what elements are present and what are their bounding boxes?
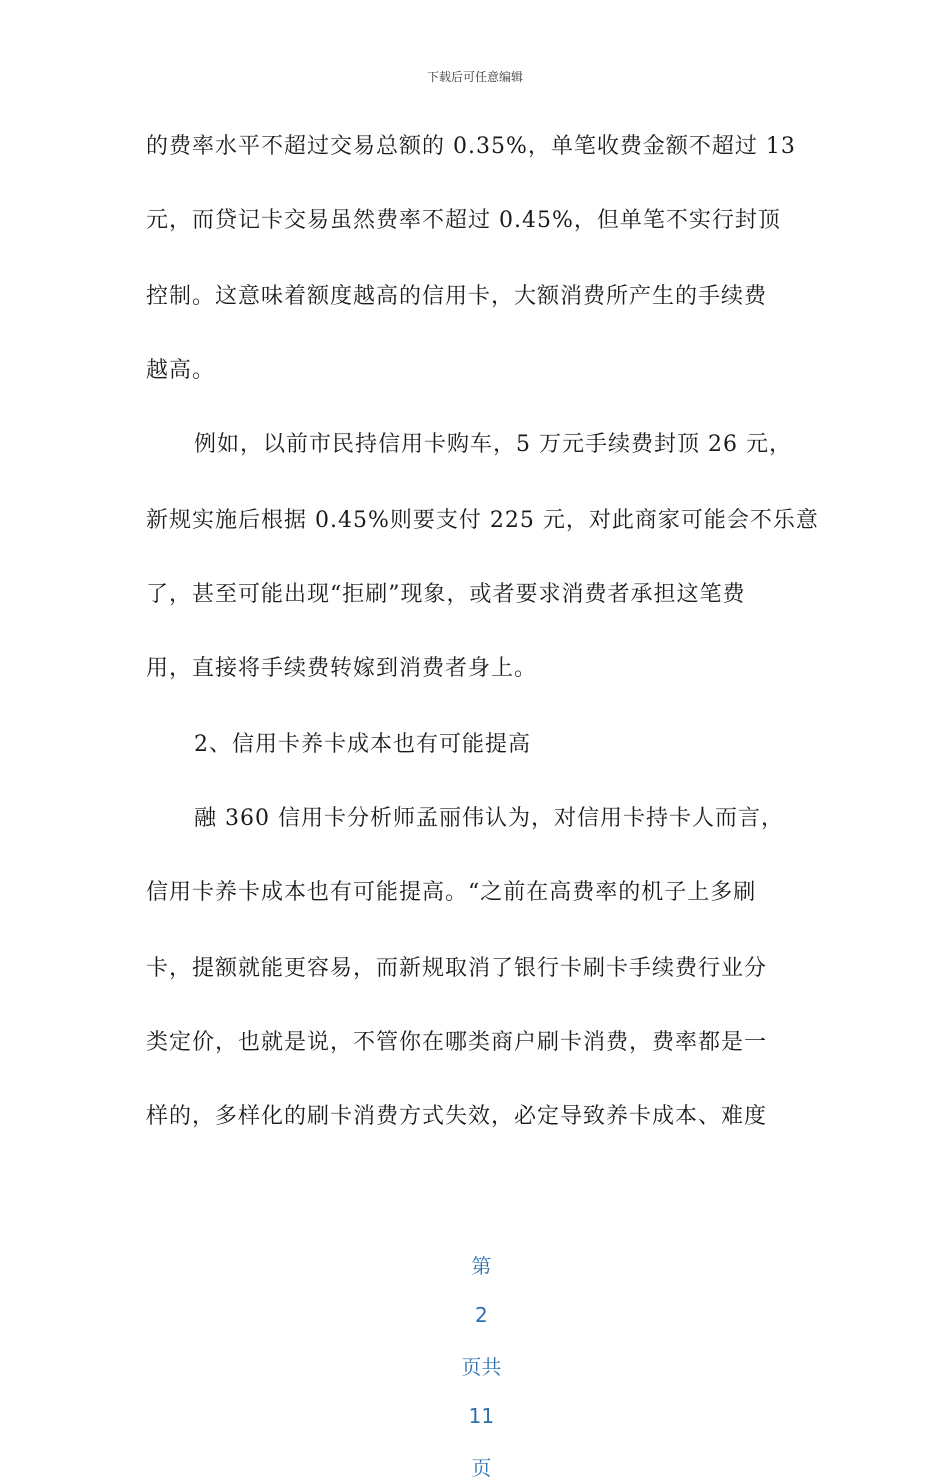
current-page-number: 2 bbox=[474, 1303, 488, 1327]
text-line: 用，直接将手续费转嫁到消费者身上。 bbox=[146, 656, 538, 681]
text-line: 卡，提额就能更容易，而新规取消了银行卡刷卡手续费行业分 bbox=[146, 956, 768, 981]
footer-prefix: 第 bbox=[471, 1254, 492, 1278]
header-text: 下载后可任意编辑 bbox=[426, 70, 523, 84]
section-heading: 2、信用卡养卡成本也有可能提高 bbox=[194, 732, 531, 757]
page-footer bbox=[0, 1226, 950, 1481]
text-line: 的费率水平不超过交易总额的 0.35%，单笔收费金额不超过 13 bbox=[146, 134, 796, 159]
text-line: 元，而贷记卡交易虽然费率不超过 0.45%，但单笔不实行封顶 bbox=[146, 208, 781, 233]
text-line: 类定价，也就是说，不管你在哪类商户刷卡消费，费率都是一 bbox=[146, 1030, 768, 1055]
text-line: 样的，多样化的刷卡消费方式失效，必定导致养卡成本、难度 bbox=[146, 1104, 768, 1129]
text-line: 新规实施后根据 0.45%则要支付 225 元，对此商家可能会不乐意 bbox=[146, 508, 819, 533]
text-line: 信用卡养卡成本也有可能提高。“之前在高费率的机子上多刷 bbox=[146, 880, 757, 905]
page-header bbox=[0, 68, 950, 85]
footer-middle: 页共 bbox=[461, 1355, 502, 1379]
text-line: 越高。 bbox=[146, 358, 216, 383]
text-line: 了，甚至可能出现“拒刷”现象，或者要求消费者承担这笔费 bbox=[146, 582, 746, 607]
paragraph-start-line: 例如，以前市民持信用卡购车，5 万元手续费封顶 26 元， bbox=[194, 432, 792, 457]
text-line: 控制。这意味着额度越高的信用卡，大额消费所产生的手续费 bbox=[146, 284, 768, 309]
footer-suffix: 页 bbox=[471, 1456, 492, 1480]
total-pages: 11 bbox=[468, 1404, 495, 1428]
paragraph-start-line: 融 360 信用卡分析师孟丽伟认为，对信用卡持卡人而言， bbox=[194, 806, 784, 831]
